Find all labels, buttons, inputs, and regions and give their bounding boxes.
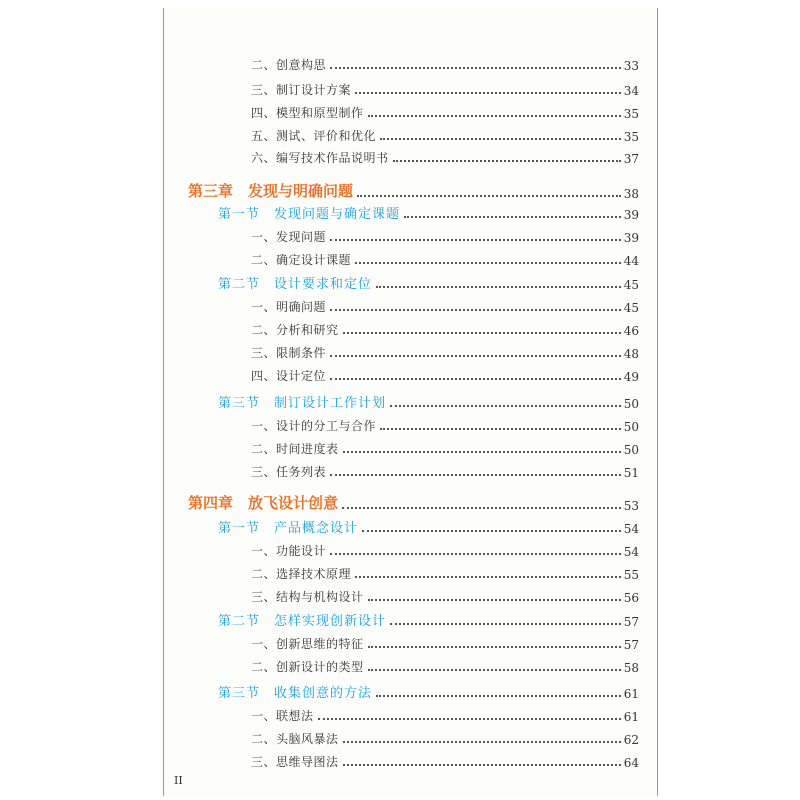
toc-page-number: 57 [623,615,639,629]
toc-page-number: 50 [623,397,639,411]
toc-page-number: 58 [623,661,639,675]
dot-leader [342,507,621,509]
toc-item [251,585,639,605]
dot-leader [380,428,621,430]
toc-page-number: 53 [623,499,639,513]
toc-page-number: 50 [623,443,639,457]
toc-page-number: 48 [623,347,639,361]
dot-leader [330,553,621,555]
toc-page-number: 61 [623,710,639,724]
dot-leader [368,599,621,601]
toc-section [218,609,639,629]
toc-title: 五、测试、评价和优化 [251,129,377,143]
toc-item [251,727,639,747]
toc-page-number: 51 [623,466,639,480]
toc-item [251,101,639,121]
toc-title: 二、创新设计的类型 [251,660,364,674]
dot-leader [368,669,621,671]
toc-page-number: 57 [623,638,639,652]
toc-item [251,295,639,315]
toc-item [251,562,639,582]
dot-leader [362,530,621,532]
toc-item [251,655,639,675]
dot-leader [318,718,621,720]
dot-leader [343,451,621,453]
toc-title: 三、制订设计方案 [251,83,352,97]
dot-leader [368,115,621,117]
dot-leader [380,138,621,140]
dot-leader [330,474,621,476]
toc-title: 第一节 产品概念设计 [218,521,359,536]
dot-leader [355,262,621,264]
toc-title: 二、选择技术原理 [251,567,352,581]
toc-title: 一、发现问题 [251,230,327,244]
toc-item [251,341,639,361]
toc-title: 第一节 发现问题与确定课题 [218,207,401,222]
dot-leader [404,216,621,218]
dot-leader [343,764,621,766]
toc-item [251,750,639,770]
toc-page-number: 35 [623,130,639,144]
toc-title: 二、确定设计课题 [251,253,352,267]
toc-item [251,704,639,724]
toc-chapter [188,491,639,513]
toc-title: 二、创意构思 [251,58,327,72]
toc-page-number: 34 [623,84,639,98]
toc-page-number: 62 [623,733,639,747]
toc-title: 二、分析和研究 [251,323,339,337]
book-page [163,8,658,796]
toc-title: 第三章 发现与明确问题 [188,182,354,200]
toc-item [251,437,639,457]
toc-section [218,202,639,222]
dot-leader [355,576,621,578]
toc-title: 三、思维导图法 [251,755,339,769]
toc-title: 二、头脑风暴法 [251,732,339,746]
dot-leader [343,332,621,334]
dot-leader [390,405,621,407]
dot-leader [330,239,621,241]
dot-leader [330,355,621,357]
toc-title: 三、任务列表 [251,465,327,479]
toc-page-number: 56 [623,591,639,605]
toc-chapter [188,179,639,201]
toc-page-number: 64 [623,756,639,770]
toc-page-number: 55 [623,568,639,582]
toc-item [251,318,639,338]
dot-leader [393,160,621,162]
dot-leader [390,623,621,625]
toc-page-number: 45 [623,278,639,292]
toc-title: 三、结构与机构设计 [251,590,364,604]
dot-leader [330,67,621,69]
toc-title: 一、设计的分工与合作 [251,419,377,433]
dot-leader [376,695,621,697]
toc-section [218,681,639,701]
toc-title: 四、设计定位 [251,369,327,383]
toc-title: 三、限制条件 [251,346,327,360]
dot-leader [330,378,621,380]
toc-page-number: 54 [623,545,639,559]
toc-title: 一、联想法 [251,709,314,723]
toc-page-number: 44 [623,254,639,268]
toc-item [251,124,639,144]
toc-page-number: 46 [623,324,639,338]
dot-leader [357,195,621,197]
toc-title: 第四章 放飞设计创意 [188,494,339,512]
dot-leader [355,92,621,94]
toc-page-number: 39 [623,231,639,245]
dot-leader [368,646,621,648]
toc-title: 第三节 收集创意的方法 [218,686,373,701]
toc-page-number: 38 [623,187,639,201]
toc-title: 六、编写技术作品说明书 [251,151,389,165]
dot-leader [343,741,621,743]
toc-item [251,78,639,98]
toc-item [251,632,639,652]
toc-title: 四、模型和原型制作 [251,106,364,120]
toc-page-number: 54 [623,522,639,536]
toc-title: 一、创新思维的特征 [251,637,364,651]
page-folio: II [174,774,183,787]
dot-leader [330,309,621,311]
toc-page-number: 39 [623,208,639,222]
toc-section [218,516,639,536]
toc-item [251,225,639,245]
toc-page-number: 37 [623,152,639,166]
toc-item [251,460,639,480]
toc-item [251,539,639,559]
toc-item [251,414,639,434]
toc-item [251,146,639,166]
toc-page-number: 35 [623,107,639,121]
toc-title: 第二节 设计要求和定位 [218,277,373,292]
toc-section [218,272,639,292]
toc-page-number: 33 [623,59,639,73]
toc-page-number: 45 [623,301,639,315]
toc-title: 二、时间进度表 [251,442,339,456]
toc-item [251,53,639,73]
toc-page-number: 50 [623,420,639,434]
toc-page-number: 49 [623,370,639,384]
toc-page-number: 61 [623,687,639,701]
toc-item [251,248,639,268]
toc-title: 一、功能设计 [251,544,327,558]
toc-title: 一、明确问题 [251,300,327,314]
table-of-contents [164,8,657,796]
dot-leader [376,286,621,288]
toc-title: 第三节 制订设计工作计划 [218,396,387,411]
toc-title: 第二节 怎样实现创新设计 [218,614,387,629]
toc-item [251,364,639,384]
toc-section [218,391,639,411]
